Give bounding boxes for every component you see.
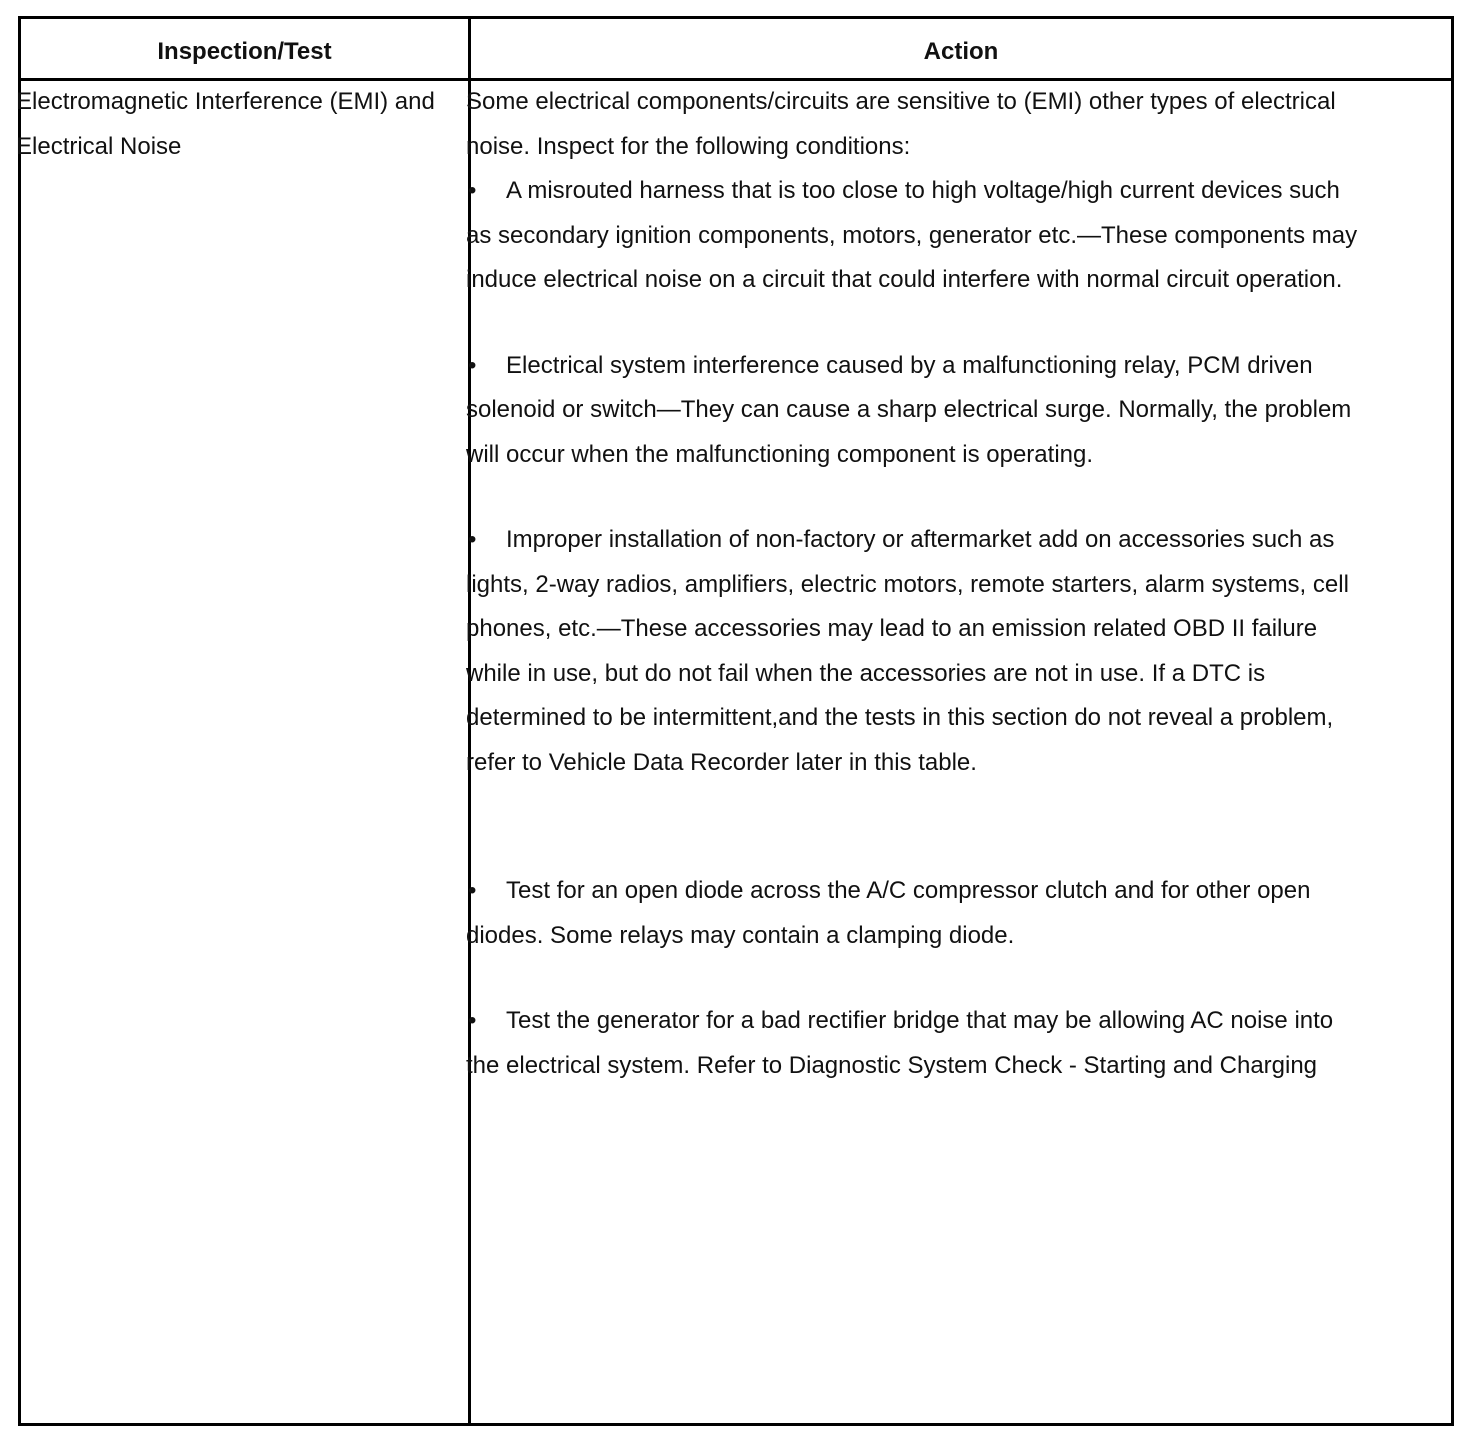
- bullet-text-2: Electrical system interference caused by a malfunctioning relay, PCM driven solenoid or switch—They can cause a sharp electrical surge. Normally, the problem will occur when the malfunctioning component is operating.: [466, 351, 1352, 468]
- bullet-item-2: [466, 344, 1366, 478]
- bullet-item-4: [466, 869, 1366, 958]
- bullet-marker: •: [468, 526, 477, 553]
- action-cell: [466, 80, 1366, 1088]
- bullet-item-5: [466, 999, 1366, 1088]
- bullet-marker: •: [468, 351, 477, 379]
- bullet-marker: •: [468, 877, 477, 904]
- bullet-item-1: [466, 169, 1366, 303]
- action-intro: Some electrical components/circuits are sensitive to (EMI) other types of electrical noise. Inspect for the following conditions:: [466, 88, 1336, 160]
- bullet-text-5: Test the generator for a bad rectifier bridge that may be allowing AC noise into the electrical system. Refer to Diagnostic System Check - Starting and Charging: [466, 1007, 1334, 1079]
- inspection-cell: Electromagnetic Interference (EMI) and Electrical Noise: [16, 88, 435, 160]
- bullet-item-3: [466, 518, 1366, 785]
- header-inspection-test: Inspection/Test: [157, 38, 332, 65]
- bullet-marker: •: [468, 177, 477, 204]
- bullet-text-3: Improper installation of non-factory or aftermarket add on accessories such as lights, 2-way radios, amplifiers, electric motors, remote starters, alarm systems, cell phones, etc.—These accessories may lead to an emission related OBD II failure while in use, but do not fail when the accessories are not in use. If a DTC is determined to be intermittent,and the tests in this section do not reveal a problem, refer to Vehicle Data Recorder later in this table.: [466, 526, 1349, 776]
- bullet-text-1: A misrouted harness that is too close to high voltage/high current devices such as secondary ignition components, motors, generator etc.—These components may induce electrical noise on a circuit that could interfere with normal circuit operation.: [466, 177, 1358, 293]
- header-action: Action: [923, 38, 999, 65]
- bullet-marker: •: [468, 1007, 477, 1034]
- table-header-row: [21, 19, 1451, 81]
- bullet-text-4: Test for an open diode across the A/C compressor clutch and for other open diodes. Some relays may contain a clamping diode.: [466, 877, 1311, 949]
